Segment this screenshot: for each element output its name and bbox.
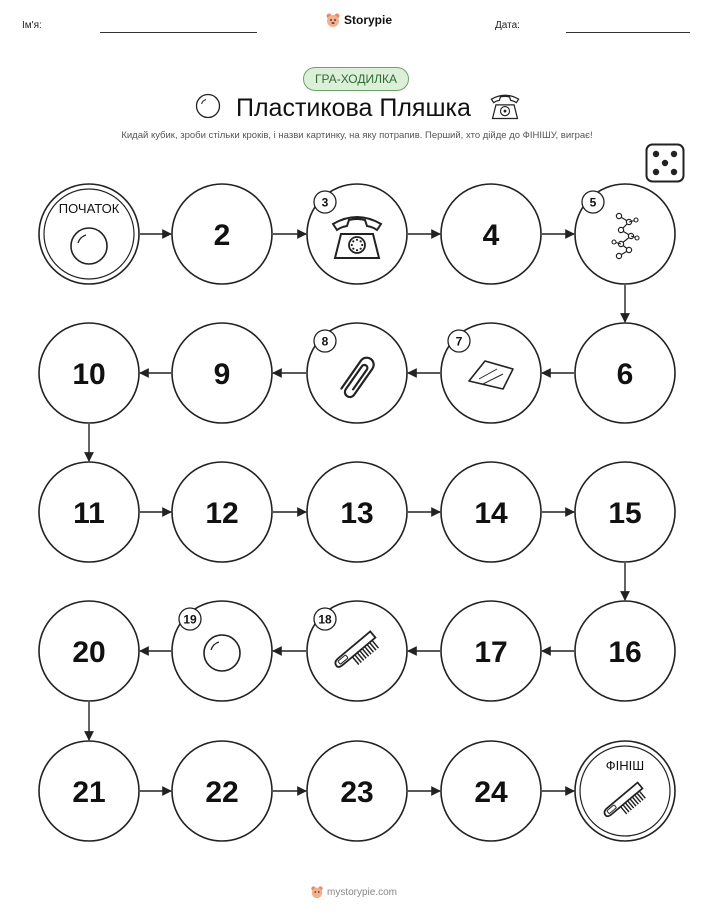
board-space[interactable] [307, 601, 407, 701]
board-space[interactable] [172, 741, 272, 841]
brand-name: Storypie [344, 13, 393, 27]
board-space[interactable] [172, 462, 272, 562]
space-number: 15 [608, 497, 642, 530]
board-space[interactable] [172, 601, 272, 701]
board-space[interactable] [307, 741, 407, 841]
board-space[interactable] [172, 323, 272, 423]
board-space[interactable] [39, 601, 139, 701]
footer [310, 885, 397, 899]
space-number: 20 [72, 636, 106, 669]
board-space[interactable] [441, 601, 541, 701]
board-space[interactable] [441, 323, 541, 423]
board-space[interactable] [441, 741, 541, 841]
space-number-badge [314, 191, 336, 213]
footer-url: mystorypie.com [327, 886, 398, 898]
bear-mascot-icon [310, 885, 324, 899]
space-number-badge [314, 330, 336, 352]
finish-label: ФІНІШ [605, 758, 645, 773]
finish-space[interactable] [575, 741, 675, 841]
space-number: 13 [340, 497, 374, 530]
space-number: 7 [455, 334, 463, 349]
board-space[interactable] [441, 462, 541, 562]
space-number: 2 [213, 219, 231, 252]
board-space[interactable] [575, 323, 675, 423]
space-number: 5 [589, 195, 597, 210]
space-number-badge [448, 330, 470, 352]
page-title: Пластикова Пляшка [236, 94, 471, 122]
space-number: 17 [474, 636, 508, 669]
space-number: 19 [183, 612, 197, 627]
space-number: 22 [205, 776, 239, 809]
board-space[interactable] [575, 462, 675, 562]
space-number-badge [179, 608, 201, 630]
space-number: 9 [213, 358, 231, 391]
board-space[interactable] [307, 462, 407, 562]
space-number: 8 [321, 334, 329, 349]
space-number: 11 [73, 497, 105, 530]
space-number: 16 [608, 636, 642, 669]
space-number: 12 [205, 497, 239, 530]
date-label: Дата: [495, 20, 520, 31]
space-number: 3 [321, 195, 329, 210]
space-number: 14 [474, 497, 508, 530]
board-space[interactable] [575, 601, 675, 701]
board-space[interactable] [307, 184, 407, 284]
space-number: 10 [72, 358, 106, 391]
space-number: 24 [474, 776, 508, 809]
space-number: 18 [318, 612, 332, 627]
board-space[interactable] [39, 323, 139, 423]
start-space[interactable] [39, 184, 139, 284]
space-number-badge [582, 191, 604, 213]
board-space[interactable] [441, 184, 541, 284]
board-space[interactable] [172, 184, 272, 284]
name-label: Ім'я: [22, 20, 42, 31]
board-space[interactable] [39, 741, 139, 841]
board-space[interactable] [39, 462, 139, 562]
instructions-text: Кидай кубик, зроби стільки кроків, і назви картинку, на яку потрапив. Перший, хто дійде до ФІНІШУ, виграє! [121, 130, 593, 141]
space-number: 6 [616, 358, 634, 391]
space-number: 23 [340, 776, 374, 809]
game-type-tag: ГРА-ХОДИЛКА [303, 67, 409, 91]
start-label: ПОЧАТОК [58, 201, 120, 216]
board-space[interactable] [575, 184, 675, 284]
space-number-badge [314, 608, 336, 630]
space-number: 4 [482, 219, 500, 252]
board-space[interactable] [307, 323, 407, 423]
space-number: 21 [72, 776, 106, 809]
